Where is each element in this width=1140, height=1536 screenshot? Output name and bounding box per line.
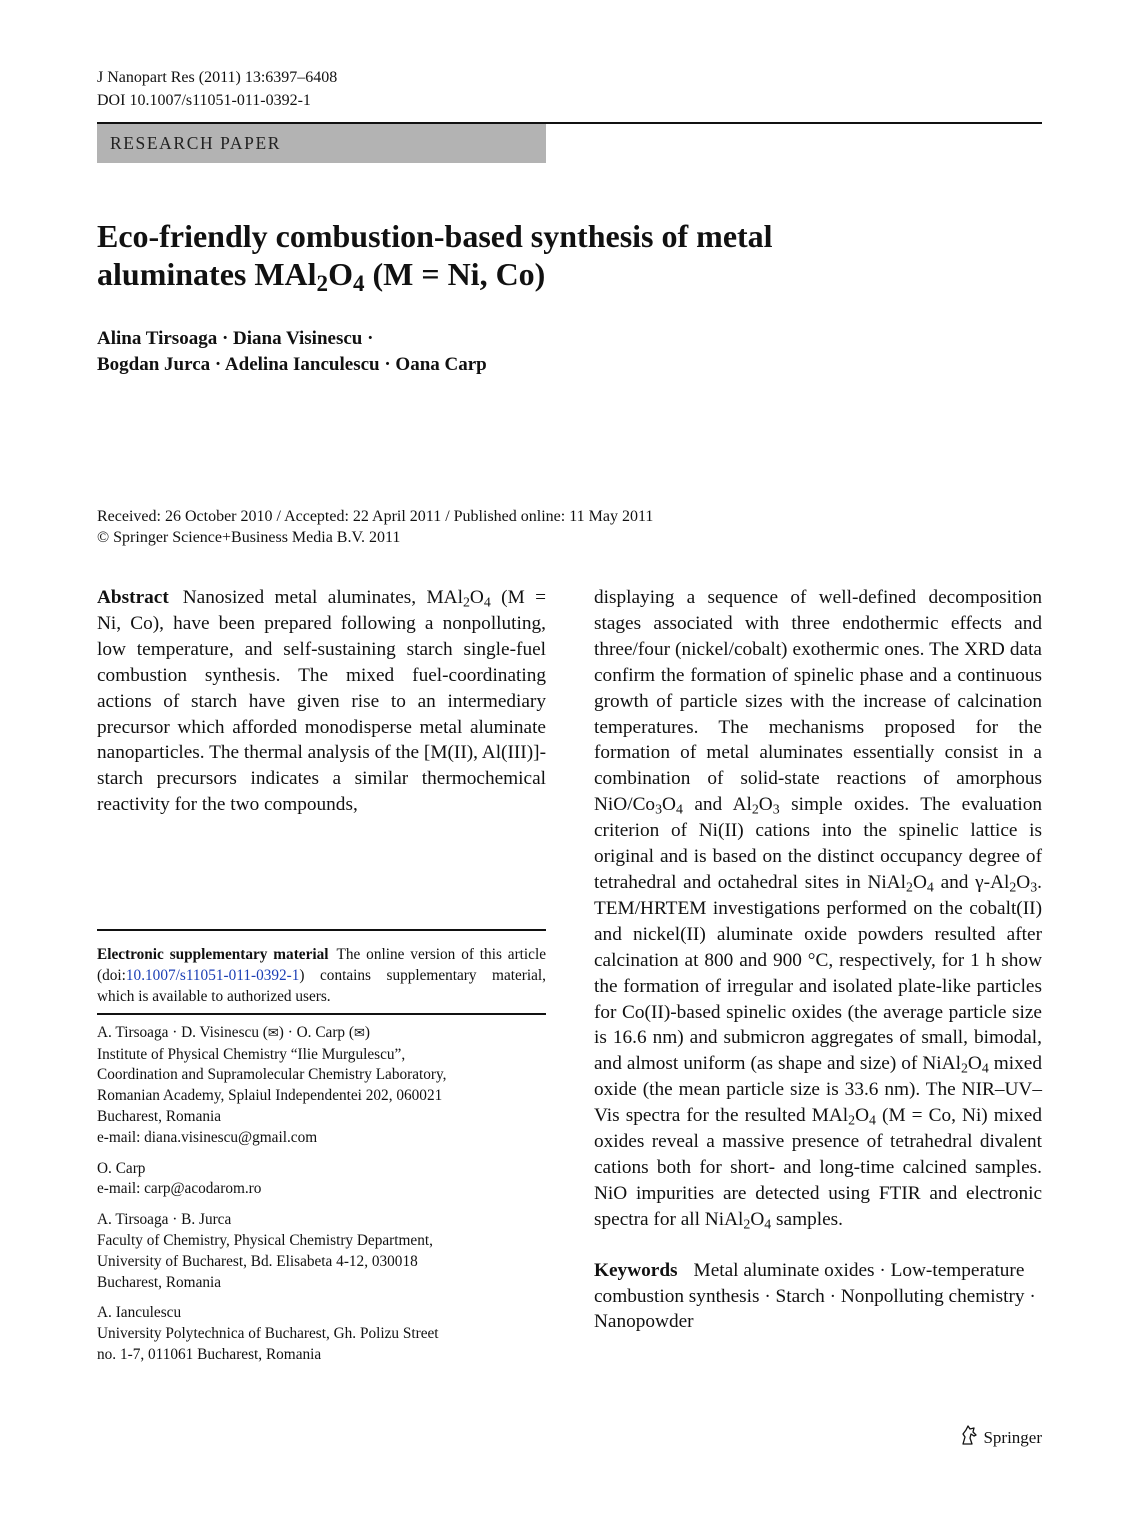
title-text: (M = Ni, Co) (364, 256, 546, 292)
affiliation-line: no. 1-7, 011061 Bucharest, Romania (97, 1346, 322, 1364)
email-envelope-icon: ✉ (353, 1025, 365, 1041)
title-subscript: 2 (316, 269, 329, 296)
journal-line: J Nanopart Res (2011) 13:6397–6408 (97, 69, 338, 86)
keywords-text: Metal aluminate oxides · Low-temperature combustion synthesis · Starch · Nonpolluting chemistry · Nanopowder (594, 1259, 1036, 1333)
affiliation-line: Bucharest, Romania (97, 1108, 222, 1126)
doi-line: DOI 10.1007/s11051-011-0392-1 (97, 92, 311, 109)
keywords (594, 1258, 1042, 1336)
subscript: 2 (743, 1217, 751, 1233)
subscript: 3 (772, 802, 780, 818)
publisher-logo (959, 1424, 1042, 1451)
subscript: 3 (655, 802, 663, 818)
subscript: 2 (1009, 880, 1017, 896)
affiliation-email: e-mail: diana.visinescu@gmail.com (97, 1128, 318, 1146)
subscript: 4 (675, 802, 683, 818)
abstract-text: O (750, 1208, 765, 1230)
copyright-line: © Springer Science+Business Media B.V. 2011 (97, 529, 401, 546)
abstract-text: and γ-Al (933, 871, 1010, 893)
affiliation-4 (97, 1303, 546, 1365)
affiliation-line: Coordination and Supramolecular Chemistry Laboratory, (97, 1066, 447, 1084)
subscript: 2 (462, 595, 470, 611)
footnotes (97, 929, 546, 1366)
subscript: 2 (906, 880, 913, 896)
subscript: 4 (483, 595, 491, 611)
abstract-text: O (758, 794, 773, 816)
affiliation-1 (97, 1023, 546, 1149)
affiliation-line: Faculty of Chemistry, Physical Chemistry Department, (97, 1232, 433, 1250)
keywords-label: Keywords (594, 1259, 678, 1281)
abstract-text: O (662, 794, 676, 816)
abstract-text: (M = Ni, Co), have been prepared following a nonpolluting, low temperature, and self-sustaining starch single-fuel combustion synthesis. The mixed fuel-coordinating actions of starch have given rise to an intermediary precursor which afforded monodisperse metal aluminate nanoparticles. The thermal analysis of the [M(II), Al(III)]-starch precursors indicates a similar thermochemical reactivity for the two compounds, (97, 587, 546, 816)
esm-note (97, 931, 546, 1013)
abstract-text: O (1016, 871, 1031, 893)
subscript: 3 (1030, 880, 1038, 896)
affiliation-line: Institute of Physical Chemistry “Ilie Murgulescu”, (97, 1045, 406, 1063)
abstract-text: . TEM/HRTEM investigations performed on the cobalt(II) and nickel(II) aluminate oxide powders resulted after calcination at 800 and 900 °C, respectively, for 1 h show the formation of irregular and isolated plate-like particles for Co(II)-based spinelic oxides (the average particle size is 16.6 nm) and submicron aggregates of small, bimodal, and almost uniform (as shape and size) of NiAl (594, 871, 1042, 1075)
affiliation-line: Romanian Academy, Splaiul Independentei 202, 060021 (97, 1087, 443, 1105)
dates-line: Received: 26 October 2010 / Accepted: 22 April 2011 / Published online: 11 May 2011 (97, 508, 654, 525)
subscript: 4 (981, 1061, 989, 1077)
abstract-text: Nanosized metal aluminates, MAl (182, 587, 463, 608)
subscript: 4 (764, 1217, 772, 1233)
subscript: 2 (751, 802, 759, 818)
footnote-rule-2 (97, 1013, 546, 1015)
springer-horse-icon (959, 1424, 979, 1451)
abstract-text: O (855, 1105, 869, 1127)
affiliation-4-names: A. Ianculescu (97, 1304, 182, 1322)
affiliation-line: Bucharest, Romania (97, 1273, 222, 1291)
abstract-text: O (912, 871, 927, 893)
abstract-text: O (469, 587, 484, 608)
title-line-2 (97, 255, 897, 296)
title-subscript: 4 (352, 269, 365, 296)
author-list (97, 326, 487, 378)
affiliation-1-names (97, 1023, 546, 1045)
abstract-text: samples. (771, 1208, 843, 1230)
affiliation-3 (97, 1210, 546, 1293)
subscript: 2 (960, 1061, 968, 1077)
esm-label: Electronic supplementary material (97, 946, 329, 963)
title-line-1: Eco-friendly combustion-based synthesis of metal (97, 218, 773, 254)
authors-line-2: Bogdan Jurca · Adelina Ianculescu · Oana Carp (97, 354, 487, 375)
affiliation-line: University of Bucharest, Bd. Elisabeta 4-12, 030018 (97, 1252, 418, 1270)
affiliation-names-text: ) · O. Carp ( (278, 1023, 354, 1041)
email-envelope-icon: ✉ (267, 1025, 279, 1041)
authors-line-1: Alina Tirsoaga · Diana Visinescu · (97, 328, 374, 349)
doi-link[interactable]: 10.1007/s11051-011-0392-1 (125, 966, 300, 984)
abstract-text: simple oxides. The evaluation criterion of Ni(II) cations into the spinelic lattice is original and is based on the distinct occupancy degree of tetrahedral and octahedral sites in NiAl (594, 794, 1042, 893)
subscript: 4 (926, 880, 934, 896)
affiliation-names-text: A. Tirsoaga · D. Visinescu ( (97, 1023, 268, 1041)
esm-text: The online version of this article (doi: (97, 946, 546, 984)
abstract-right-column (594, 585, 1042, 1335)
publisher-name: Springer (983, 1427, 1042, 1447)
affiliation-2 (97, 1159, 546, 1201)
article-title (97, 217, 897, 296)
abstract-text: mixed oxide (the mean particle size is 33.6 nm). The NIR–UV–Vis spectra for the resulted MAl (594, 1053, 1043, 1127)
esm-text: ) contains supplementary material, which is available to authorized users. (97, 966, 546, 1005)
affiliation-2-names: O. Carp (97, 1159, 146, 1177)
abstract-label: Abstract (97, 587, 169, 608)
affiliation-3-names: A. Tirsoaga · B. Jurca (97, 1211, 232, 1229)
abstract-text: displaying a sequence of well-defined decomposition stages associated with three endothermic effects and three/four (nickel/cobalt) exothermic ones. The XRD data confirm the formation of spinelic phase and a continuous growth of particle sizes with the increase of calcination temperatures. The mechanisms proposed for the formation of metal aluminates essentially consist in a combination of solid-state reactions of amorphous NiO/Co (594, 587, 1042, 816)
abstract-paragraph-left (97, 585, 546, 818)
affiliation-line: University Polytechnica of Bucharest, Gh. Polizu Street (97, 1325, 439, 1343)
abstract-text: and Al (682, 794, 752, 816)
publication-history (97, 506, 653, 548)
abstract-left-column (97, 585, 546, 818)
abstract-paragraph-right (594, 585, 1042, 1233)
subscript: 4 (869, 1113, 876, 1129)
affiliation-email: e-mail: carp@acodarom.ro (97, 1180, 262, 1198)
abstract-text: (M = Co, Ni) mixed oxides reveal a massive presence of tetrahedral divalent cations both for short- and long-time calcined samples. NiO impurities are detected using FTIR and electronic spectra for all NiAl (594, 1105, 1042, 1230)
title-text: O (328, 256, 353, 292)
journal-citation (97, 66, 337, 112)
affiliation-names-text: ) (364, 1023, 370, 1041)
title-text: aluminates MAl (97, 256, 317, 292)
subscript: 2 (848, 1113, 856, 1129)
abstract-text: O (967, 1053, 982, 1075)
section-banner: RESEARCH PAPER (97, 124, 546, 163)
